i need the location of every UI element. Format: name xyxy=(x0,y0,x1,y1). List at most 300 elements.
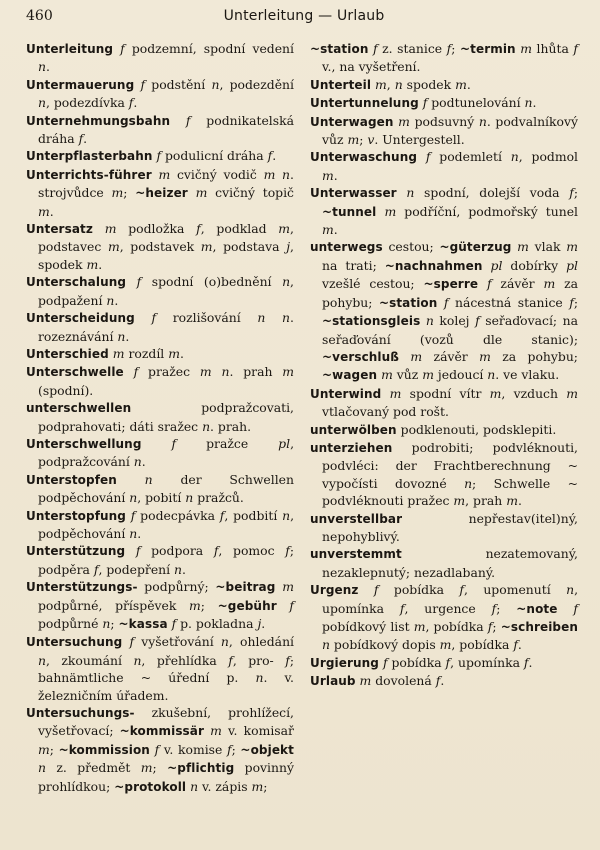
grammar-label: f xyxy=(475,313,480,329)
grammar-label: m xyxy=(278,221,291,237)
grammar-label: m xyxy=(453,493,466,509)
dictionary-entry xyxy=(26,166,294,220)
definition-text: nepřestav(itel)ný, nepohyblivý. xyxy=(322,510,578,544)
dictionary-entry xyxy=(310,113,578,149)
grammar-label: m xyxy=(376,203,397,219)
dictionary-entry xyxy=(26,363,294,399)
definition-text: . xyxy=(137,525,142,541)
dictionary-entry xyxy=(26,435,294,471)
headword: Untertunnelung xyxy=(310,96,419,111)
grammar-label: n xyxy=(174,561,183,577)
grammar-label: f xyxy=(78,131,84,147)
grammar-label: pl xyxy=(566,257,578,273)
grammar-label: m xyxy=(92,221,117,237)
headword: ~kassa xyxy=(118,617,168,631)
definition-text: , pomoc xyxy=(218,543,286,559)
headword: Urlaub xyxy=(310,674,356,689)
definition-text: , prah xyxy=(465,493,507,509)
definition-text: . xyxy=(114,292,119,308)
definition-text: , urgence xyxy=(404,600,492,616)
grammar-label: f xyxy=(569,294,574,310)
definition-text: podrobiti; podvléknouti, podvléci: der Frachtberechnung ~ vypočísti dovozné xyxy=(322,439,578,491)
definition-text: . prah xyxy=(229,364,283,380)
headword: unterziehen xyxy=(310,440,393,455)
definition-text: vtlačovaný pod rošt. xyxy=(322,404,449,420)
definition-text: spodní (o)bednění xyxy=(141,274,283,290)
headword: Unterstützungs- xyxy=(26,580,138,595)
dictionary-entry xyxy=(310,94,578,112)
definition-text: . xyxy=(182,561,186,577)
definition-text: lhůta xyxy=(532,41,574,56)
definition-text: (spodní). xyxy=(38,382,94,398)
page-number: 460 xyxy=(26,8,53,24)
grammar-label: n xyxy=(129,490,138,506)
definition-text: , upomínka xyxy=(450,654,524,670)
grammar-label: m xyxy=(168,345,180,361)
dictionary-entry xyxy=(310,672,578,690)
grammar-label: f xyxy=(491,600,497,616)
definition-text: . xyxy=(528,654,533,670)
grammar-label: n xyxy=(133,454,142,470)
grammar-label: f xyxy=(196,221,201,237)
definition-text: . xyxy=(333,222,338,238)
dictionary-entry xyxy=(310,421,578,439)
definition-text: podpůrný; xyxy=(137,579,216,595)
definition-text: ; podpěra xyxy=(38,543,294,577)
grammar-label: m xyxy=(489,385,502,401)
definition-text: jedoucí xyxy=(433,367,488,383)
grammar-label: m xyxy=(515,41,532,56)
dictionary-entry xyxy=(26,542,294,578)
definition-text: spodní vítr xyxy=(401,385,490,401)
grammar-label: n xyxy=(420,313,434,329)
dictionary-entry xyxy=(26,220,294,273)
grammar-label: f xyxy=(152,148,162,164)
definition-text: podecpávka xyxy=(135,507,220,523)
headword: Unterstopfung xyxy=(26,508,126,523)
grammar-label: m xyxy=(275,579,294,595)
dictionary-entry xyxy=(310,76,578,94)
definition-text: , zkoumání xyxy=(45,652,134,668)
headword: ~station xyxy=(310,42,369,56)
grammar-label: n xyxy=(566,582,575,598)
headword: ~protokoll xyxy=(114,779,187,794)
headword: ~kommissär xyxy=(119,724,205,739)
headword: Untersatz xyxy=(26,222,93,237)
grammar-label: m xyxy=(543,276,556,292)
grammar-label: f xyxy=(573,41,578,56)
grammar-label: n xyxy=(117,328,126,344)
running-head: Unterleitung — Urlaub xyxy=(223,8,385,24)
grammar-label: f xyxy=(123,364,139,380)
grammar-label: n xyxy=(510,149,519,165)
grammar-label: f xyxy=(113,41,125,56)
definition-text: podklenouti, podsklepiti. xyxy=(396,421,557,437)
definition-text: , spodek xyxy=(38,239,294,272)
grammar-label: m xyxy=(347,132,360,148)
definition-text: ; xyxy=(152,760,168,776)
headword: ~beitrag xyxy=(215,580,276,595)
grammar-label: m xyxy=(381,385,402,401)
headword: ~note xyxy=(516,601,558,616)
definition-text: podemletí xyxy=(430,149,511,165)
definition-text: , podpěchování xyxy=(38,507,295,541)
definition-text: . xyxy=(517,637,522,653)
definition-text: , podezdívka xyxy=(45,95,129,111)
grammar-label: f xyxy=(125,543,141,559)
grammar-label: n xyxy=(282,274,291,290)
grammar-label: m xyxy=(322,167,334,183)
grammar-label: m xyxy=(393,113,410,129)
grammar-label: f xyxy=(126,274,142,290)
headword: ~kommission xyxy=(58,742,150,757)
definition-text: v., na vyšetření. xyxy=(322,59,421,75)
definition-text: podložka xyxy=(116,221,197,237)
headword: ~schreiben xyxy=(500,620,578,634)
definition-text: . xyxy=(179,345,184,361)
grammar-label: f xyxy=(93,561,99,577)
definition-text: , upomenutí xyxy=(464,582,567,598)
headword: Unterpflasterbahn xyxy=(26,149,153,164)
grammar-label: m xyxy=(413,619,426,634)
grammar-label: m xyxy=(422,367,434,383)
headword: ~gebühr xyxy=(217,598,277,613)
definition-text: nezatemovaný, nezaklepnutý; nezadlabaný. xyxy=(322,546,578,580)
grammar-label: m xyxy=(204,723,222,739)
definition-text: rozlišování xyxy=(156,310,258,326)
headword: unterschwellen xyxy=(26,401,132,416)
grammar-label: m xyxy=(189,597,201,613)
definition-text: na trati; xyxy=(322,257,385,273)
grammar-label: m xyxy=(399,348,423,364)
definition-text: pražce xyxy=(176,435,279,451)
definition-text: podstění xyxy=(145,76,212,92)
grammar-label: f xyxy=(358,582,379,598)
headword: Unterschwellung xyxy=(26,436,142,451)
headword: ~heizer xyxy=(135,186,188,201)
dictionary-entry xyxy=(26,471,294,507)
dictionary-entry xyxy=(26,345,294,363)
definition-text: ; xyxy=(573,185,579,201)
definition-text: . xyxy=(333,167,338,183)
grammar-label: m xyxy=(200,239,213,255)
grammar-label: m xyxy=(566,239,578,255)
dictionary-entry xyxy=(310,545,578,581)
definition-text: , podezdění xyxy=(219,76,294,92)
definition-text: , přehlídka xyxy=(141,652,229,668)
grammar-label: f xyxy=(267,148,273,164)
definition-text: . xyxy=(261,616,266,631)
definition-text: z. předmět xyxy=(45,760,141,776)
grammar-label: f xyxy=(227,741,232,757)
definition-text: , ohledání xyxy=(228,634,295,650)
definition-text: cvičný vodič xyxy=(170,166,264,182)
grammar-label: f xyxy=(134,310,157,326)
grammar-label: f xyxy=(569,185,574,201)
grammar-label: m xyxy=(86,256,99,272)
definition-text: rozdíl xyxy=(124,345,169,361)
grammar-label: m xyxy=(151,166,171,182)
dictionary-entry xyxy=(310,439,578,510)
grammar-label: n xyxy=(211,76,220,92)
grammar-label: n xyxy=(255,670,264,686)
definition-text: . xyxy=(83,131,88,147)
definition-text: spodní, dolejší voda xyxy=(414,185,570,201)
definition-text: , podpražcování xyxy=(38,435,295,470)
definition-text: , podepření xyxy=(98,561,175,577)
grammar-label: f xyxy=(418,95,428,111)
grammar-label: m xyxy=(439,637,452,653)
headword: ~stationsgleis xyxy=(322,314,421,329)
grammar-label: n xyxy=(133,652,142,668)
definition-text: vzešlé cestou; xyxy=(322,276,424,292)
headword: Unterwaschung xyxy=(310,150,418,165)
definition-text: ; Schwelle ~ podvléknouti pražec xyxy=(322,475,578,509)
definition-text: kolej xyxy=(433,313,476,329)
headword: Untermauerung xyxy=(26,77,135,92)
headword: ~station xyxy=(378,295,438,310)
definition-text: . xyxy=(49,203,54,219)
grammar-label: f xyxy=(285,652,290,668)
grammar-label: m xyxy=(251,778,264,794)
grammar-label: f xyxy=(285,543,290,559)
grammar-label: f xyxy=(149,741,160,757)
definition-text: v. zápis xyxy=(198,778,252,794)
grammar-label: m xyxy=(111,185,124,201)
grammar-label: f xyxy=(228,652,233,668)
grammar-label: f xyxy=(141,435,177,451)
page-header xyxy=(26,6,582,30)
grammar-label: f xyxy=(368,41,378,56)
dictionary-entry xyxy=(26,147,294,165)
headword: ~pflichtig xyxy=(167,761,235,776)
grammar-label: m xyxy=(479,348,491,364)
definition-text: , podstavec xyxy=(38,221,294,255)
definition-text: ; bahnämtliche ~ úřední p. xyxy=(38,652,294,686)
grammar-label: m n xyxy=(263,166,291,182)
definition-text: , podstava xyxy=(212,239,287,255)
headword: Unternehmungsbahn xyxy=(26,113,171,128)
grammar-label: m xyxy=(322,222,334,238)
headword: ~objekt xyxy=(240,742,294,757)
definition-text: ; xyxy=(110,616,119,631)
dictionary-entry xyxy=(310,184,578,238)
grammar-label: f xyxy=(437,294,449,310)
grammar-label: n xyxy=(116,471,153,487)
definition-text: závěr xyxy=(422,348,480,364)
definition-text: podpůrné xyxy=(38,616,103,631)
grammar-label: n xyxy=(129,525,138,541)
grammar-label: n xyxy=(38,760,46,776)
grammar-label: f xyxy=(459,582,464,598)
headword: ~wagen xyxy=(322,368,378,383)
headword: Unterteil xyxy=(310,77,372,92)
dictionary-entry xyxy=(26,309,294,345)
definition-text: podnikatelská dráha xyxy=(38,112,294,147)
headword: ~sperre xyxy=(423,277,479,292)
definition-text: , podmol xyxy=(518,149,579,165)
headword: Untersuchung xyxy=(26,635,123,650)
definition-text: dovolená xyxy=(371,673,436,689)
definition-text: , upomínka xyxy=(322,582,579,616)
grammar-label: n xyxy=(524,95,533,111)
definition-text: ; xyxy=(573,294,578,310)
grammar-label: m xyxy=(355,673,372,689)
grammar-label: m xyxy=(377,367,393,383)
grammar-label: n xyxy=(186,778,199,794)
grammar-label: n n xyxy=(257,310,291,326)
grammar-label: j xyxy=(286,239,291,255)
definition-text: ; xyxy=(496,600,517,616)
grammar-label: n xyxy=(185,490,194,506)
definition-text: v. komisař xyxy=(221,723,294,739)
grammar-label: m xyxy=(506,493,518,509)
definition-text: . Untergestell. xyxy=(374,132,465,148)
grammar-label: n xyxy=(38,95,46,111)
grammar-label: n xyxy=(38,59,46,75)
definition-text: podpůrné, příspěvek xyxy=(38,597,190,613)
definition-text: der Schwellen podpěchování xyxy=(38,471,294,506)
grammar-label: n xyxy=(396,185,415,201)
headword: unterwölben xyxy=(310,422,397,437)
definition-text: podříční, podmořský tunel xyxy=(396,203,578,219)
definition-text: p. pokladna xyxy=(176,616,258,631)
grammar-label: n xyxy=(38,652,46,668)
definition-text: , vzduch xyxy=(501,385,567,401)
grammar-label: f xyxy=(167,616,177,631)
definition-text: v. komise xyxy=(159,741,227,757)
definition-text: pražců. xyxy=(193,490,244,506)
definition-text: , pro- xyxy=(232,652,286,668)
definition-text: nácestná stanice xyxy=(448,294,570,310)
headword: Unterleitung xyxy=(26,42,114,56)
definition-text: , podbití xyxy=(224,507,283,523)
grammar-label: n xyxy=(106,292,115,308)
dictionary-entry xyxy=(26,112,294,148)
headword: Urgierung xyxy=(310,655,379,670)
headword: ~verschluß xyxy=(322,349,400,364)
definition-text: vyšetřování xyxy=(134,634,221,650)
definition-text: . rozeznávání xyxy=(38,310,294,344)
definition-text: . xyxy=(517,493,522,509)
grammar-label: m xyxy=(566,385,578,401)
definition-text: ; xyxy=(49,741,59,757)
definition-text: povinný prohlídkou; xyxy=(38,760,294,794)
headword: Unterschied xyxy=(26,346,109,361)
dictionary-entry xyxy=(310,148,578,184)
grammar-label: m xyxy=(187,185,208,201)
definition-text: podulicní dráha xyxy=(161,148,268,164)
definition-text: podpora xyxy=(140,543,214,559)
grammar-label: n xyxy=(478,113,487,129)
definition-text: . prah. xyxy=(210,418,252,434)
headword: unterwegs xyxy=(310,240,383,255)
definition-text: . strojvůdce xyxy=(38,166,294,201)
grammar-label: f xyxy=(399,600,405,616)
definition-text: pobídka xyxy=(378,582,460,598)
headword: Untersuchungs- xyxy=(26,706,135,721)
dictionary-entry xyxy=(310,654,578,672)
headword: Unterrichts-führer xyxy=(26,167,152,182)
definition-text: . xyxy=(440,673,445,689)
definition-text: vůz xyxy=(392,367,423,383)
grammar-label: v xyxy=(367,132,375,148)
grammar-label: f xyxy=(213,543,219,559)
grammar-label: f xyxy=(170,112,191,128)
left-column xyxy=(26,40,294,796)
definition-text: vlak xyxy=(528,239,567,255)
grammar-label: f xyxy=(134,76,146,92)
dictionary-entry xyxy=(26,399,294,435)
definition-text: pobídka xyxy=(387,654,446,670)
headword: unverstemmt xyxy=(310,547,402,562)
headword: Urgenz xyxy=(310,583,359,598)
grammar-label: f xyxy=(276,597,294,613)
grammar-label: f xyxy=(478,276,492,292)
definition-text: za pohybu; xyxy=(322,276,578,310)
definition-text: ; xyxy=(451,41,460,56)
grammar-label: f xyxy=(126,507,136,523)
headword: Unterscheidung xyxy=(26,311,135,326)
grammar-label: m xyxy=(108,345,125,361)
dictionary-entry xyxy=(26,704,294,796)
definition-text: ; xyxy=(263,778,268,794)
definition-text: . xyxy=(141,454,146,470)
definition-text: cestou; xyxy=(382,239,440,255)
definition-text: . xyxy=(98,256,103,272)
dictionary-entry xyxy=(310,238,578,384)
headword: ~tunnel xyxy=(322,204,377,219)
definition-text: za pohybu; xyxy=(490,348,578,364)
definition-text: ; xyxy=(492,619,501,634)
grammar-label: pl xyxy=(482,257,503,273)
definition-text: . xyxy=(133,95,138,111)
grammar-label: n xyxy=(322,637,330,653)
grammar-label: m xyxy=(371,76,387,92)
grammar-label: f xyxy=(557,600,578,616)
grammar-label: f xyxy=(219,507,225,523)
definition-text: , pobídka xyxy=(451,637,514,653)
grammar-label: m xyxy=(38,741,50,757)
definition-text: podzemní, spodní vedení xyxy=(124,41,295,56)
dictionary-entry xyxy=(26,76,294,112)
entry-columns xyxy=(26,40,582,796)
headword: Unterstopfen xyxy=(26,472,117,487)
headword: ~nachnahmen xyxy=(384,258,483,273)
grammar-label: pl xyxy=(278,435,291,451)
headword: ~güterzug xyxy=(439,240,512,255)
definition-text: zkušební, prohlížecí, vyšetřovací; xyxy=(38,705,294,739)
definition-text: pobídkový list xyxy=(322,619,414,634)
headword: ~termin xyxy=(459,42,516,56)
grammar-label: m xyxy=(511,239,529,255)
dictionary-entry xyxy=(310,40,578,76)
grammar-label: n xyxy=(394,76,403,92)
dictionary-entry xyxy=(26,507,294,543)
definition-text: závěr xyxy=(491,276,544,292)
grammar-label: f xyxy=(122,634,135,650)
grammar-label: n xyxy=(220,634,229,650)
definition-text: . xyxy=(532,95,537,111)
definition-text: , pobití xyxy=(137,490,186,506)
definition-text: . podvalníkový vůz xyxy=(322,113,578,148)
grammar-label: n xyxy=(102,616,111,631)
grammar-label: f xyxy=(487,619,493,634)
headword: Unterwasser xyxy=(310,186,397,201)
grammar-label: f xyxy=(446,41,452,56)
grammar-label: f xyxy=(513,637,518,653)
definition-text: , podklad xyxy=(200,221,279,237)
